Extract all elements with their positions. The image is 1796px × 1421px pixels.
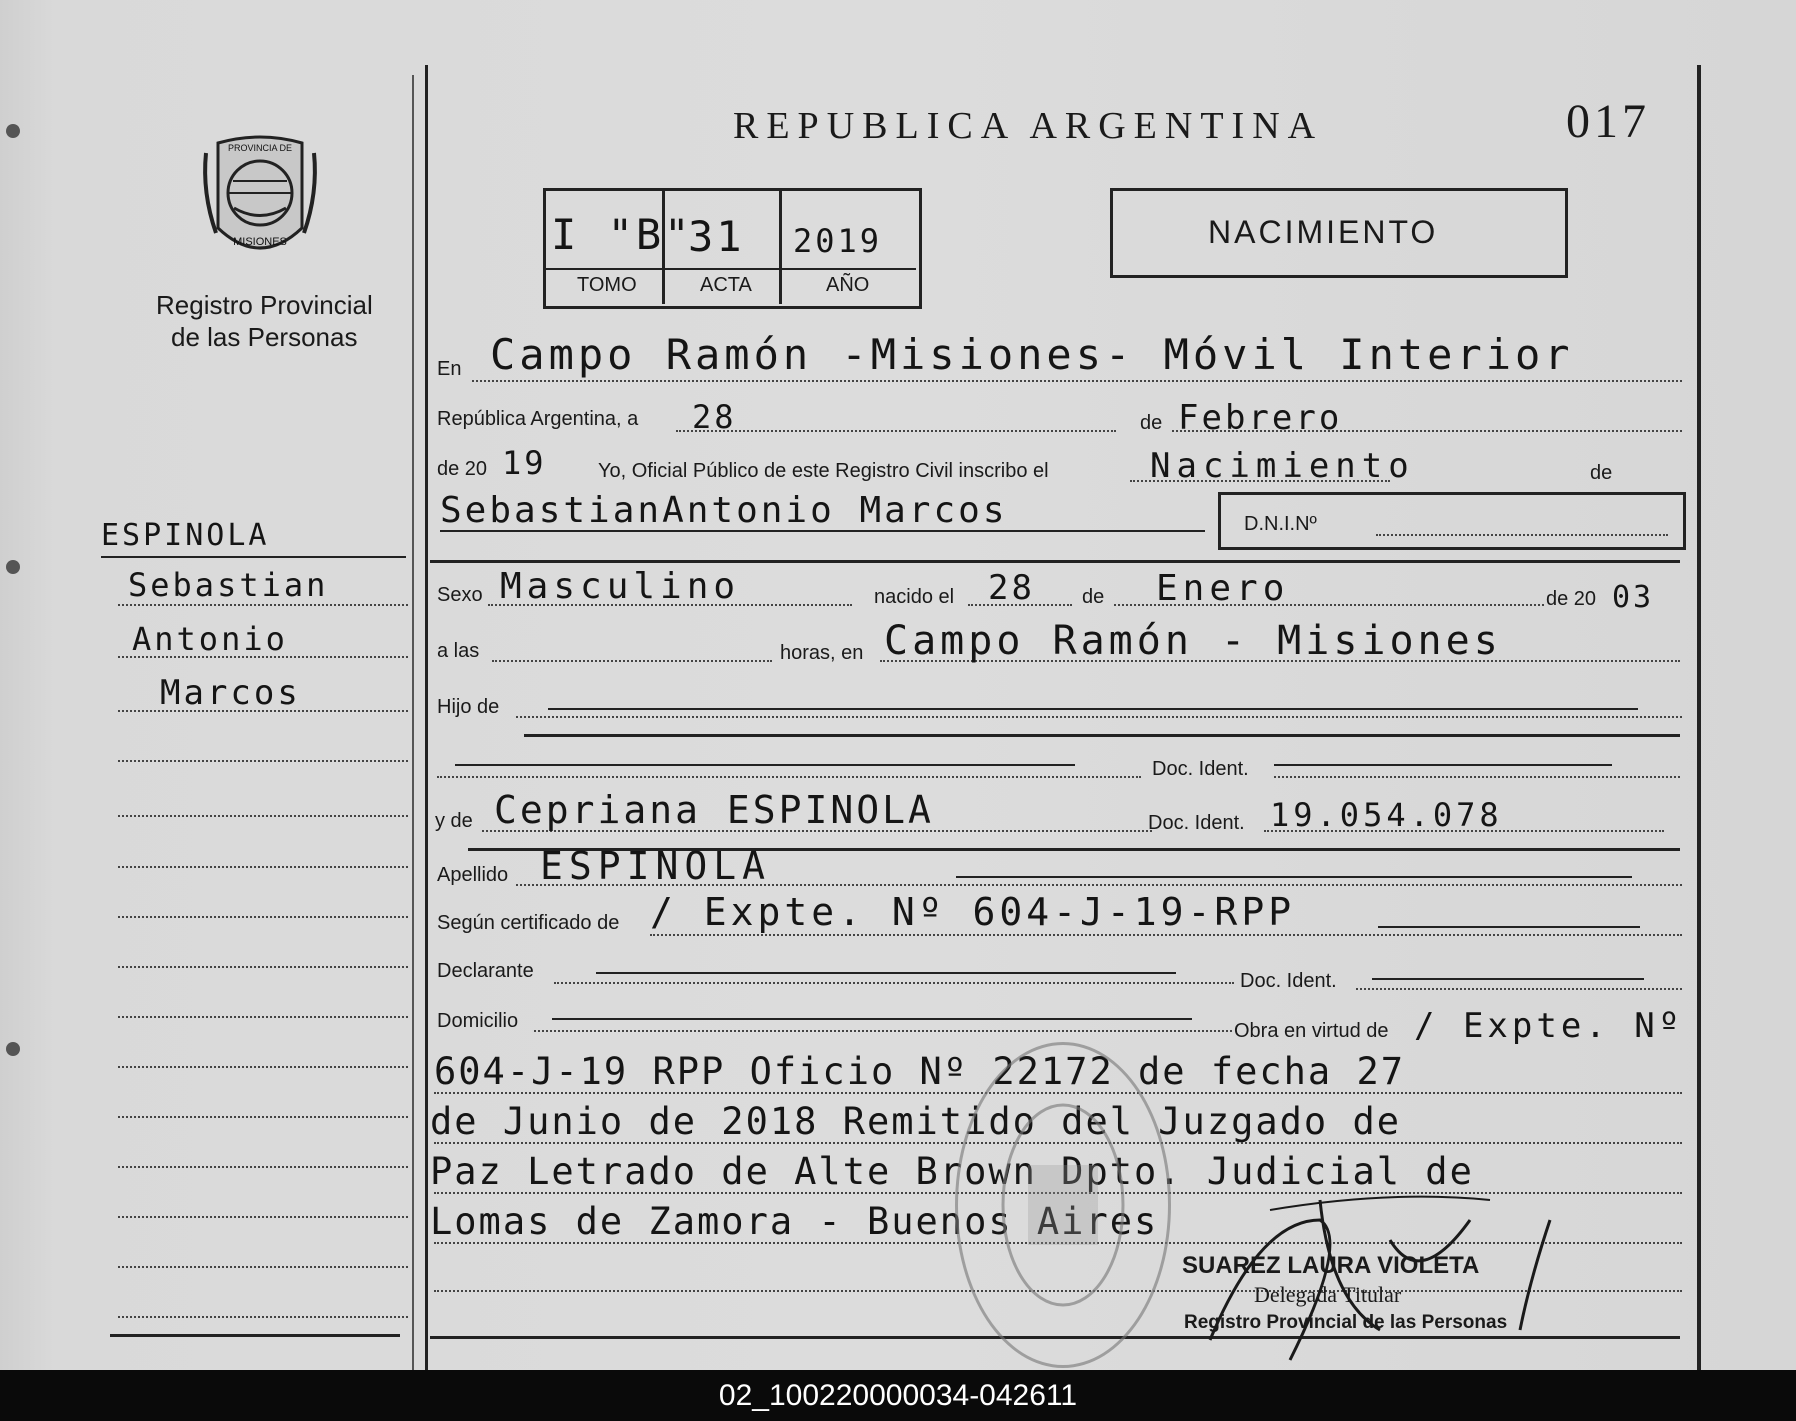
record-box-separator [546,268,916,270]
logo-top-text: PROVINCIA DE [227,143,293,153]
en-label: En [437,358,462,380]
obra-label: Obra en virtud de [1234,1020,1389,1042]
horas-label: horas, en [780,642,864,664]
domicilio-strike [552,1018,1192,1020]
anio-value: 2019 [793,222,883,260]
de-label-2: de [1590,462,1613,484]
acta-value: 31 [688,212,745,261]
signatory-name: SUAREZ LAURA VIOLETA [1182,1252,1480,1279]
dni-line [1376,534,1668,536]
birth-place: Campo Ramón - Misiones [884,618,1502,664]
folio-number: 017 [1566,95,1650,148]
hijo-label: Hijo de [437,696,500,718]
mother-doc-number: 19.054.078 [1270,796,1503,834]
document-id-footer: 02_100220000034-042611 [0,1370,1796,1421]
declarante-strike [596,972,1176,974]
margin-line [118,866,408,868]
nacido-label: nacido el [874,586,955,608]
alas-label: a las [437,640,480,662]
birth-year-prefix: de 20 [1546,588,1597,610]
margin-line [118,1066,408,1068]
registration-day: 28 [692,398,737,436]
misiones-coat-of-arms-icon [198,133,322,263]
logo-bottom-text: MISIONES [233,236,287,248]
margin-line [118,815,408,817]
margin-surname: ESPINOLA [101,518,270,553]
en-line [472,380,1682,382]
birth-year: 03 [1612,580,1655,615]
mother-name: Cepriana ESPINOLA [494,788,934,832]
note-line-3: Paz Letrado de Alte Brown Dpto. Judicial de [430,1150,1474,1193]
de-label-3: de [1082,586,1105,608]
margin-line [118,916,408,918]
acta-label: ACTA [700,274,752,296]
binding-hole-icon [6,560,20,574]
yde-label: y de [435,810,473,832]
certificado-label: Según certificado de [437,912,620,934]
declarante-doc-line [1356,988,1682,990]
doc-ident-label-1: Doc. Ident. [1152,758,1249,780]
margin-line [118,1166,408,1168]
child-full-name: SebastianAntonio Marcos [440,490,1008,531]
tomo-label: TOMO [577,274,637,296]
certificado-strike [1378,926,1640,928]
binding-hole-icon [6,124,20,138]
note-line-4: Lomas de Zamora - Buenos Aires [430,1200,1159,1243]
country-title: REPUBLICA ARGENTINA [733,105,1324,147]
declarante-doc-strike [1372,978,1644,980]
margin-line [118,966,408,968]
obra-value: / Expte. Nº [1414,1006,1684,1046]
apellido-label: Apellido [437,864,509,886]
note-line-1: 604-J-19 RPP Oficio Nº 22172 de fecha 27 [434,1050,1406,1093]
tomo-value: I "B" [551,210,693,259]
margin-line [118,1216,408,1218]
section-divider [524,734,1680,737]
margin-name-1: Sebastian [128,566,329,604]
registry-name-line2: de las Personas [171,322,358,352]
signatory-title: Delegada Titular [1254,1282,1402,1307]
father-doc-strike [1274,764,1612,766]
margin-line [118,1266,408,1268]
note-line-2: de Junio de 2018 Remitido del Juzgado de [430,1100,1402,1143]
form-left-rule [412,75,414,1370]
certificado-line [650,934,1682,936]
doc-ident-label-2: Doc. Ident. [1148,812,1245,834]
margin-underline [101,556,406,558]
official-seal-stamp [955,1042,1171,1368]
certificado-value: / Expte. Nº 604-J-19-RPP [650,890,1296,934]
margin-line [118,760,408,762]
de-label: de [1140,412,1163,434]
republica-label: República Argentina, a [437,408,639,430]
margin-line [118,1016,408,1018]
en-place-value: Campo Ramón -Misiones- Móvil Interior [490,330,1574,379]
margin-line [118,1116,408,1118]
margin-line [118,1316,408,1318]
sexo-label: Sexo [437,584,483,606]
apellido-strike [956,876,1632,878]
father-cont-strike [455,764,1075,766]
domicilio-label: Domicilio [437,1010,519,1032]
dni-label: D.N.I.Nº [1244,513,1317,535]
father-strike-line [548,708,1638,710]
apellido-value: ESPINOLA [540,844,772,888]
registration-year: 19 [502,444,547,482]
margin-line [118,656,408,658]
record-box-divider [779,190,782,304]
father-line [516,716,1682,718]
margin-name-3: Marcos [160,673,301,713]
father-doc-line [1274,776,1680,778]
margin-line [118,604,408,606]
registry-name-line1: Registro Provincial [156,290,373,320]
event-value: Nacimiento [1150,446,1415,486]
margin-end-line [110,1334,400,1337]
hour-line [492,660,772,662]
binding-hole-icon [6,1042,20,1056]
child-name-line [440,530,1205,532]
left-margin-rule [425,65,428,1370]
sexo-value: Masculino [500,566,741,607]
domicilio-line [534,1030,1232,1032]
doc-ident-label-3: Doc. Ident. [1240,970,1337,992]
birth-day: 28 [988,568,1035,608]
year-prefix-label: de 20 [437,458,488,480]
margin-name-2: Antonio [132,620,288,658]
signatory-office: Registro Provincial de las Personas [1184,1312,1508,1333]
anio-label: AÑO [826,274,870,296]
declarante-label: Declarante [437,960,534,982]
margin-line [118,710,408,712]
registration-month: Febrero [1178,398,1343,438]
section-divider [430,560,1680,563]
official-text: Yo, Oficial Público de este Registro Civil inscribo el [598,460,1049,482]
birth-month: Enero [1156,568,1290,609]
declarante-line [554,982,1234,984]
right-border-rule [1697,65,1701,1370]
act-type-label: NACIMIENTO [1208,214,1439,250]
day-line [676,430,1116,432]
father-cont-line [437,776,1141,778]
